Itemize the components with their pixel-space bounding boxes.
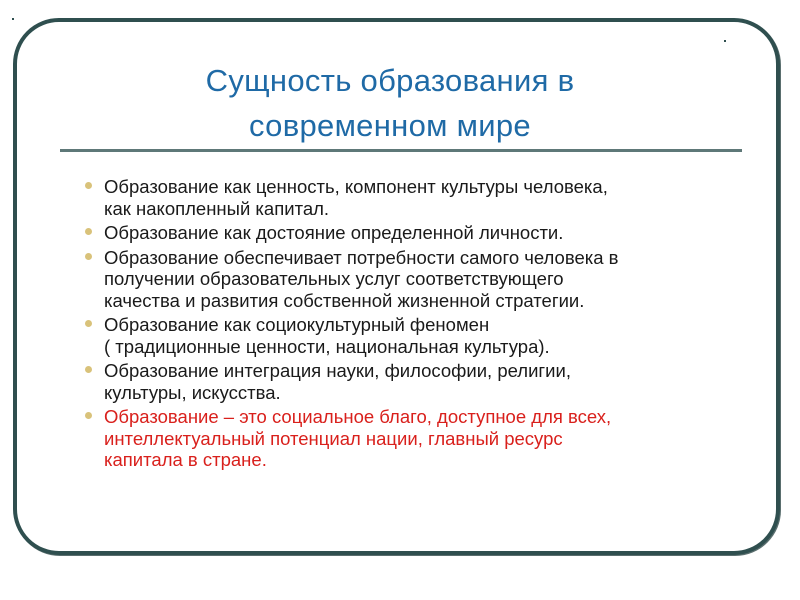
bullet-item-highlighted [84, 406, 724, 471]
bullet-line: Образование как достояние определенной личности. [104, 222, 564, 243]
bullet-item [84, 222, 724, 244]
bullet-text [104, 247, 724, 312]
bullet-line: капитала в стране. [104, 449, 267, 470]
bullet-line: Образование обеспечивает потребности самого человека в [104, 246, 619, 268]
bullet-text [104, 406, 724, 471]
bullet-text [104, 360, 724, 403]
bullet-dot-icon [85, 320, 92, 327]
slide-title [90, 58, 690, 148]
slide-title-line: современном мире [249, 108, 531, 143]
bullet-dot-icon [85, 366, 92, 373]
bullet-list [84, 176, 724, 474]
bullet-text [104, 176, 724, 219]
bullet-dot-icon [85, 228, 92, 235]
bullet-line: культуры, искусства. [104, 381, 281, 403]
bullet-line: Образование – это социальное благо, доступное для всех, [104, 406, 612, 427]
bullet-line: получении образовательных услуг соответствующего [104, 268, 564, 289]
bullet-item [84, 176, 724, 219]
bullet-line: Образование как ценность, компонент культуры человека, [104, 176, 608, 197]
corner-mark [724, 40, 726, 42]
bullet-line: ( традиционные ценности, национальная культура). [104, 335, 550, 357]
bullet-item [84, 314, 724, 357]
bullet-text [104, 222, 724, 244]
bullet-dot-icon [85, 412, 92, 419]
bullet-line: качества и развития собственной жизненной стратегии. [104, 289, 585, 311]
title-divider [60, 149, 742, 152]
bullet-line: Образование как социокультурный феномен [104, 314, 490, 335]
bullet-item [84, 360, 724, 403]
bullet-dot-icon [85, 182, 92, 189]
corner-mark [12, 18, 14, 20]
bullet-dot-icon [85, 253, 92, 260]
bullet-line: как накопленный капитал. [104, 197, 330, 219]
bullet-line: интеллектуальный потенциал нации, главный ресурс [104, 427, 563, 449]
bullet-text [104, 314, 724, 357]
slide-title-line: Сущность образования в [205, 63, 575, 98]
bullet-line: Образование интеграция науки, философии, религии, [104, 360, 571, 381]
bullet-item [84, 247, 724, 312]
